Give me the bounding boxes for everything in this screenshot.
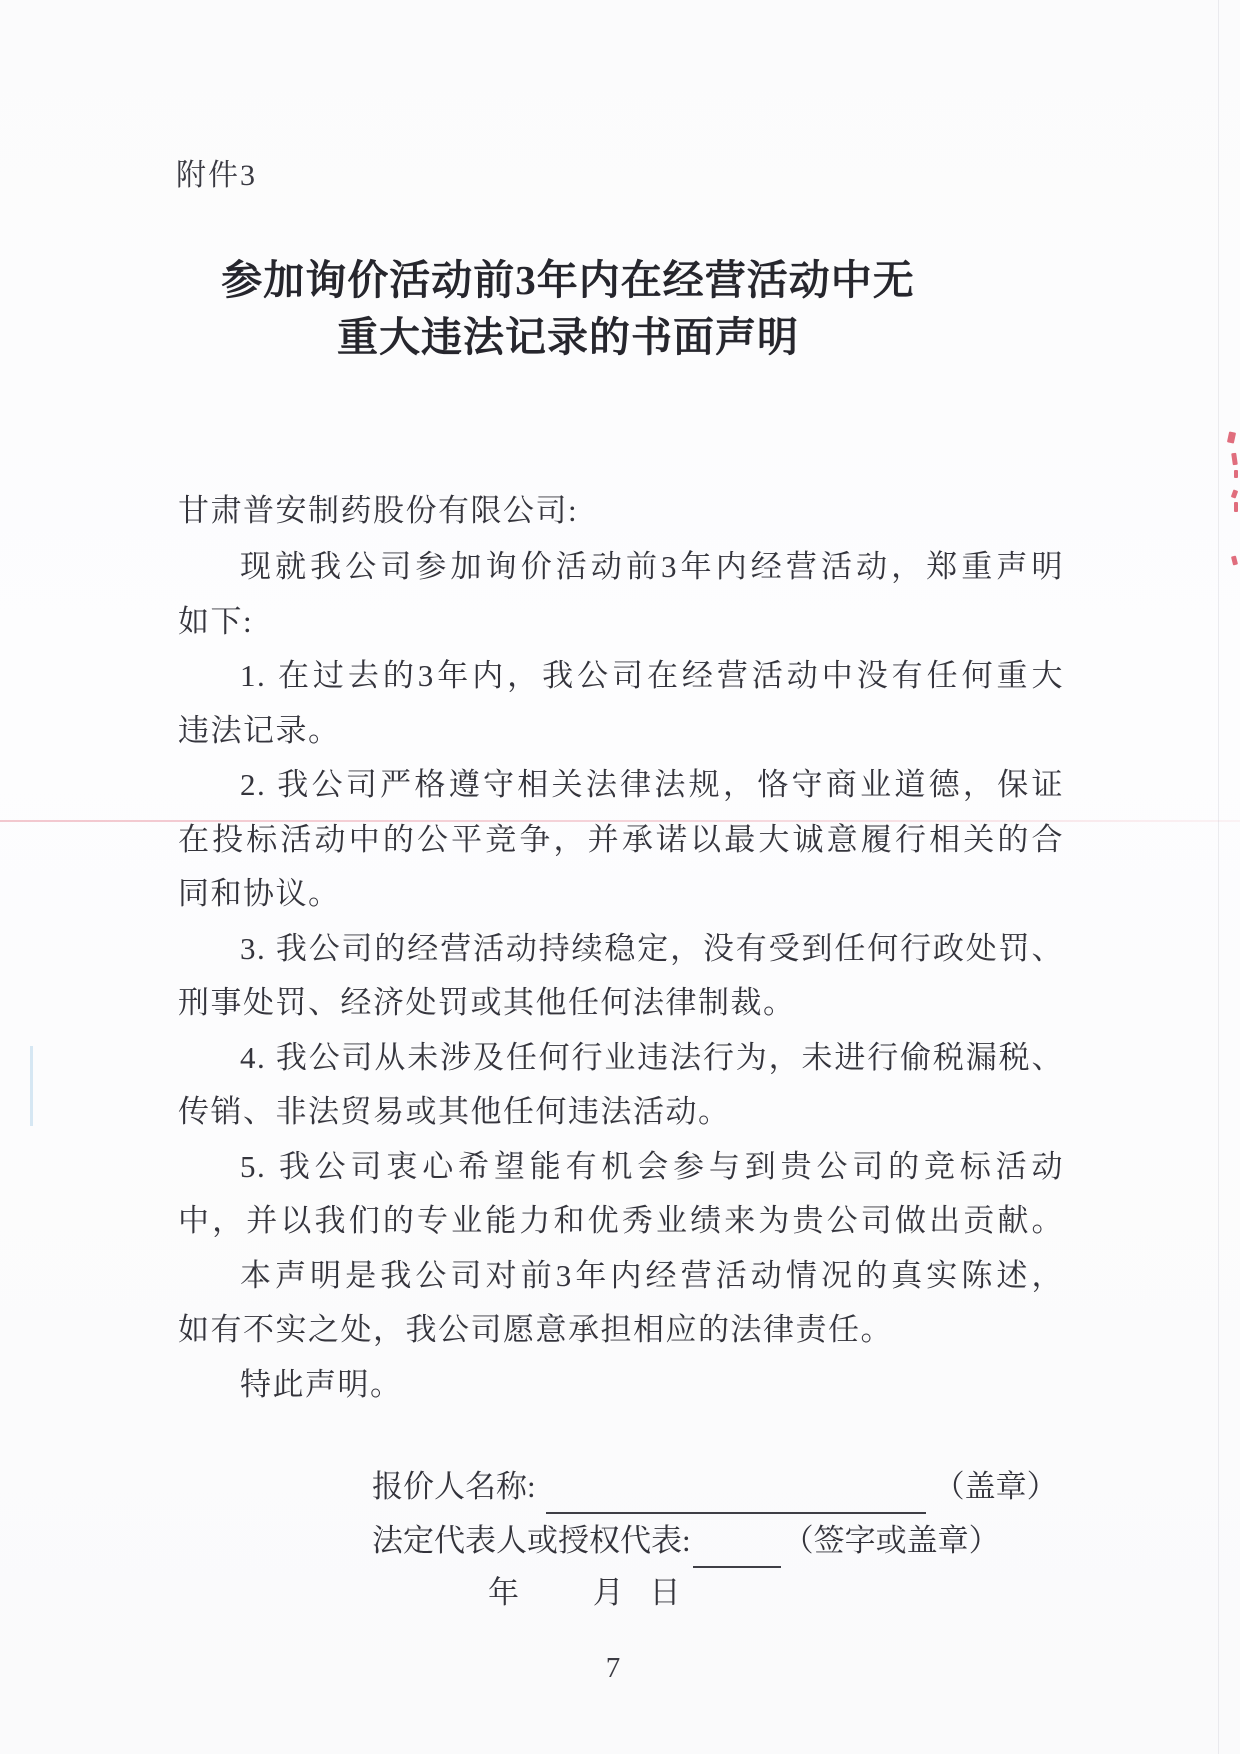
body-line: 在投标活动中的公平竞争，并承诺以最大诚意履行相关的合 [178, 821, 1064, 857]
blue-edge-mark [30, 1046, 33, 1126]
representative-row [372, 1514, 1058, 1568]
attachment-label: 附件3 [176, 159, 257, 192]
body-line: 现就我公司参加询价活动前3年内经营活动，郑重声明 [240, 549, 1064, 584]
body-line: 本声明是我公司对前3年内经营活动情况的真实陈述， [240, 1257, 1064, 1293]
red-edge-mark [1234, 502, 1238, 512]
red-edge-mark [1231, 489, 1238, 498]
representative-label: 法定代表人或授权代表: [372, 1523, 691, 1558]
body-line: 特此声明。 [240, 1366, 403, 1402]
body-line: 违法记录。 [178, 712, 341, 748]
body-line: 4. 我公司从未涉及任何行业违法行为，未进行偷税漏税、 [240, 1039, 1064, 1075]
date-month-label: 月 [592, 1575, 624, 1610]
scan-page-edge [1218, 0, 1219, 1754]
body-line: 1. 在过去的3年内，我公司在经营活动中没有任何重大 [240, 658, 1064, 693]
body-line: 传销、非法贸易或其他任何违法活动。 [178, 1094, 731, 1129]
representative-blank-line [693, 1524, 781, 1568]
bidder-name-row [372, 1460, 1058, 1514]
red-edge-mark [1231, 453, 1238, 466]
declaration-body [178, 540, 1064, 1412]
body-line: 如有不实之处，我公司愿意承担相应的法律责任。 [178, 1312, 893, 1347]
red-edge-mark [1234, 470, 1238, 478]
body-line: 中，并以我们的专业能力和优秀业绩来为贵公司做出贡献。 [178, 1203, 1064, 1238]
red-edge-mark [1227, 431, 1236, 443]
page-number: 7 [605, 1652, 621, 1684]
bidder-name-blank-line [546, 1470, 926, 1514]
date-line [488, 1566, 681, 1620]
body-line: 5. 我公司衷心希望能有机会参与到贵公司的竞标活动 [240, 1148, 1064, 1184]
bidder-seal-note: （盖章） [933, 1469, 1058, 1504]
document-title-line-1: 参加询价活动前3年内在经营活动中无 [221, 257, 915, 303]
body-line: 如下: [178, 603, 254, 639]
document-title [148, 252, 988, 366]
red-edge-mark [1231, 556, 1238, 566]
body-line: 2. 我公司严格遵守相关法律法规，恪守商业道德，保证 [240, 767, 1064, 802]
body-line: 3. 我公司的经营活动持续稳定，没有受到任何行政处罚、 [240, 930, 1064, 966]
salutation-company-name: 甘肃普安制药股份有限公司: [178, 493, 579, 528]
body-line: 同和协议。 [178, 876, 341, 911]
scan-fold-line [0, 820, 1240, 822]
representative-seal-note: （签字或盖章） [782, 1523, 1000, 1558]
document-title-line-2: 重大违法记录的书面声明 [337, 314, 799, 360]
bidder-name-label: 报价人名称: [372, 1469, 536, 1504]
signature-block [372, 1460, 1058, 1568]
date-day-label: 日 [649, 1575, 681, 1610]
date-year-label: 年 [488, 1575, 519, 1610]
body-line: 刑事处罚、经济处罚或其他任何法律制裁。 [178, 985, 796, 1020]
